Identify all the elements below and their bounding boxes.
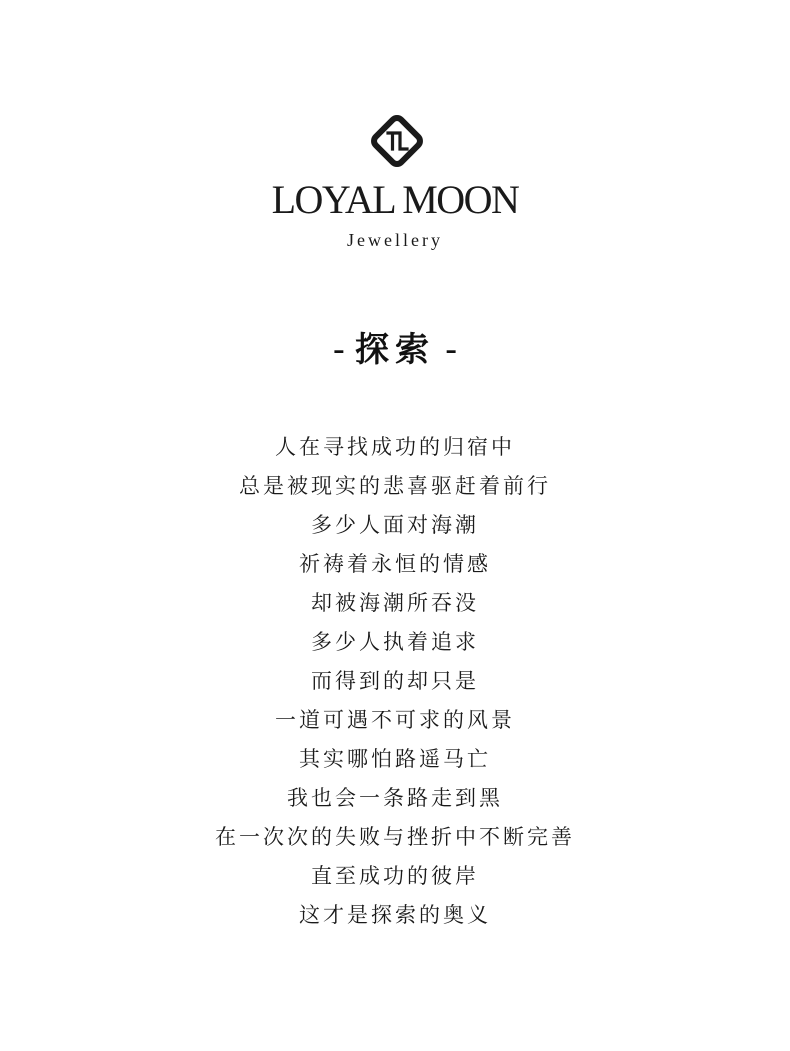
poem-line: 直至成功的彼岸 (311, 864, 479, 888)
poem-line: 这才是探索的奥义 (299, 903, 491, 927)
title-dash-left: - (332, 330, 345, 370)
poem-line: 人在寻找成功的归宿中 (275, 435, 515, 459)
poem-line: 一道可遇不可求的风景 (275, 708, 515, 732)
poem-line: 却被海潮所吞没 (311, 591, 479, 615)
title-dash-right: - (445, 330, 458, 370)
poem-line: 在一次次的失败与挫折中不断完善 (215, 825, 575, 849)
section-title (0, 325, 790, 375)
brand-subtitle: Jewellery (347, 230, 443, 250)
brand-name: LOYAL MOON (271, 177, 519, 222)
poem-line: 多少人面对海潮 (311, 513, 479, 537)
poem-line: 多少人执着追求 (311, 630, 479, 654)
poem-line: 而得到的却只是 (311, 669, 479, 693)
poem-line: 其实哪怕路遥马亡 (299, 747, 491, 771)
poem (0, 428, 790, 935)
poem-line: 我也会一条路走到黑 (287, 786, 503, 810)
section-title-text: 探索 (355, 330, 435, 370)
logo-icon (366, 110, 428, 172)
poem-line: 总是被现实的悲喜驱赶着前行 (239, 474, 551, 498)
poem-line: 祈祷着永恒的情感 (299, 552, 491, 576)
